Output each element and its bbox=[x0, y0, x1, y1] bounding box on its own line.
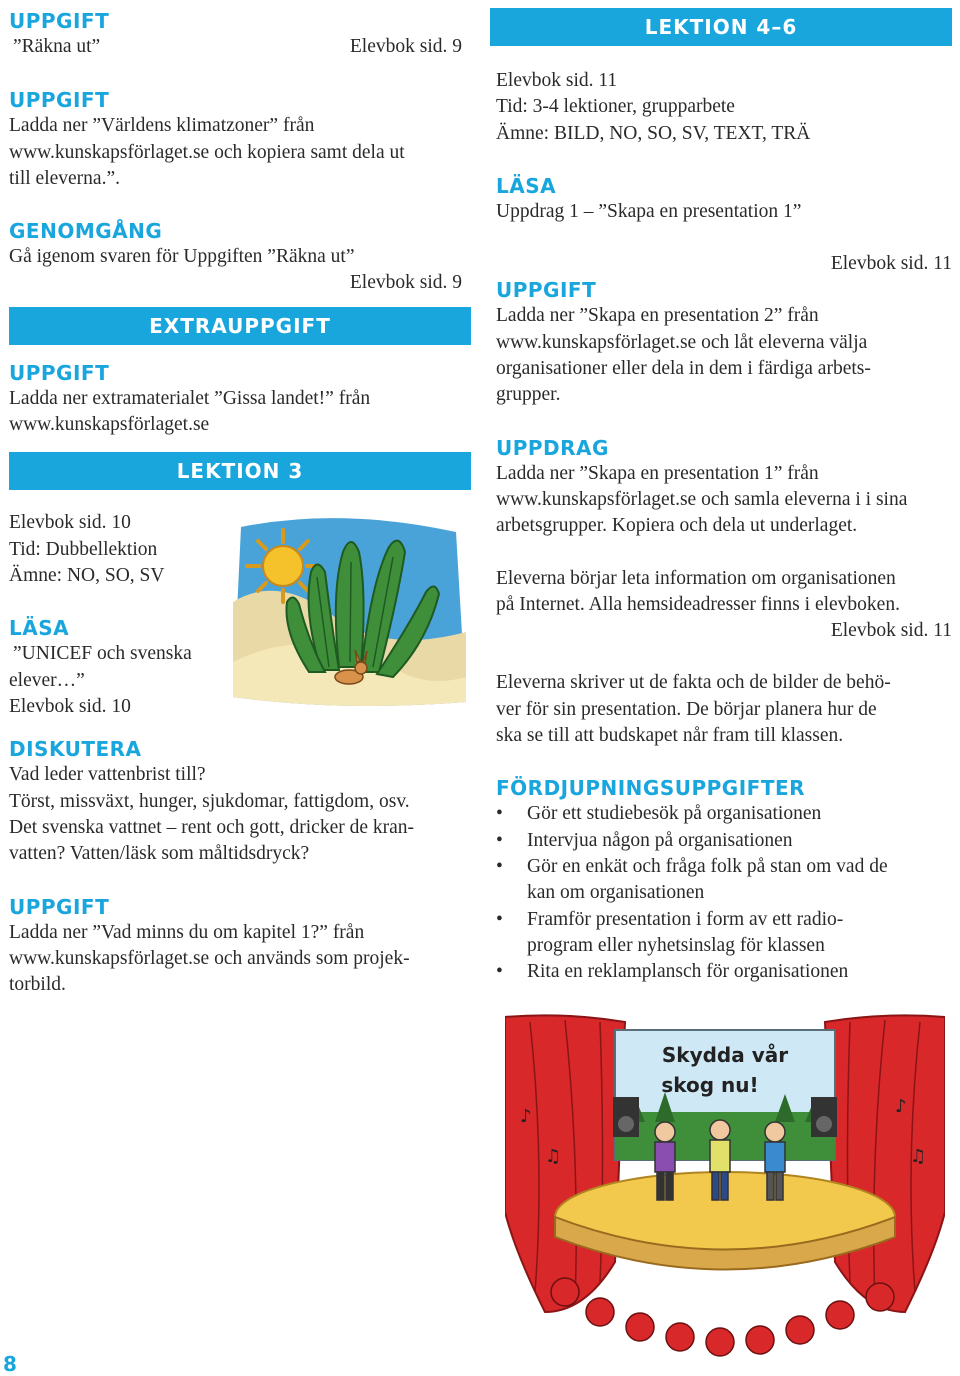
list-item: • Rita en reklamplansch för organisationen bbox=[496, 959, 952, 985]
fordjupning-list bbox=[496, 801, 952, 985]
rakna-ut-row bbox=[9, 34, 471, 60]
elevbok-ref: Elevbok sid. 9 bbox=[349, 36, 462, 57]
stage-sign-line-1: Skydda vår bbox=[661, 1043, 789, 1067]
text-line: Ladda ner ”Vad minns du om kapitel 1?” från bbox=[9, 921, 365, 943]
text-line: elever…” bbox=[9, 669, 85, 691]
text-line: Elevbok sid. 10 bbox=[9, 512, 131, 534]
text-line: Ladda ner ”Skapa en presentation 1” från bbox=[496, 462, 819, 484]
text-line: Ladda ner extramaterialet ”Gissa landet!” från bbox=[9, 387, 371, 409]
text-line: www.kunskapsförlaget.se och låt eleverna välja bbox=[496, 331, 868, 353]
text-line: www.kunskapsförlaget.se och används som projek- bbox=[9, 947, 410, 969]
list-item: • Intervjua någon på organisationen bbox=[496, 828, 952, 854]
text-line: torbild. bbox=[9, 974, 66, 996]
right-column bbox=[496, 8, 952, 985]
heading-uppgift-1: UPPGIFT bbox=[9, 9, 110, 33]
heading-uppgift-3: UPPGIFT bbox=[9, 360, 110, 385]
page-number: 8 bbox=[3, 1352, 17, 1376]
heading-uppgift: UPPGIFT bbox=[496, 278, 597, 303]
text-line: på Internet. Alla hemsideadresser finns i elevboken. bbox=[496, 593, 900, 615]
heading-uppgift-2: UPPGIFT bbox=[9, 88, 110, 113]
list-item: • Gör en enkät och fråga folk på stan om vad de kan om organisationen bbox=[496, 854, 952, 907]
text-line: till eleverna.”. bbox=[9, 167, 120, 189]
heading-fordjupningsuppgifter: FÖRDJUPNINGSUPPGIFTER bbox=[496, 776, 806, 801]
text-line: Tid: 3-4 lektioner, grupparbete bbox=[496, 96, 735, 118]
heading-lasa: LÄSA bbox=[496, 173, 557, 198]
text-line: Det svenska vattnet – rent och gott, dricker de kran- bbox=[9, 816, 415, 838]
text-line: Elevbok sid. 10 bbox=[9, 695, 131, 717]
desert-cactus-illustration bbox=[221, 512, 469, 707]
heading-uppdrag: UPPDRAG bbox=[496, 435, 609, 460]
lektion3-block bbox=[9, 510, 471, 717]
text-line: Tid: Dubbellektion bbox=[9, 538, 158, 560]
music-note-icon: ♪ bbox=[520, 1106, 532, 1127]
text-line: ”UNICEF och svenska bbox=[13, 643, 192, 665]
text-line: Ämne: NO, SO, SV bbox=[9, 564, 165, 586]
elevbok-ref: Elevbok sid. 11 bbox=[830, 253, 952, 275]
lasa-text: Uppdrag 1 – ”Skapa en presentation 1” bbox=[496, 200, 802, 222]
text-line: Vad leder vattenbrist till? bbox=[9, 764, 206, 786]
text-line: organisationer eller dela in dem i färdiga arbets- bbox=[496, 358, 871, 380]
music-note-icon: ♫ bbox=[910, 1146, 927, 1167]
banner-lektion-3: LEKTION 3 bbox=[9, 452, 471, 490]
left-column bbox=[9, 8, 471, 998]
text-line: ska se till att budskapet når fram till klassen. bbox=[496, 725, 844, 747]
stage-concert-illustration bbox=[505, 1012, 945, 1367]
banner-extrauppgift: EXTRAUPPGIFT bbox=[9, 307, 471, 345]
elevbok-ref: Elevbok sid. 9 bbox=[349, 272, 462, 294]
text-line: grupper. bbox=[496, 384, 561, 406]
music-note-icon: ♫ bbox=[545, 1146, 562, 1167]
heading-diskutera: DISKUTERA bbox=[9, 737, 142, 762]
music-note-icon: ♪ bbox=[895, 1096, 907, 1117]
genomgang-text: Gå igenom svaren för Uppgiften ”Räkna ut” bbox=[9, 246, 355, 268]
text-line: vatten? Vatten/läsk som måltidsdryck? bbox=[9, 843, 310, 865]
text-line: Ämne: BILD, NO, SO, SV, TEXT, TRÄ bbox=[496, 122, 811, 144]
text-line: Ladda ner ”Skapa en presentation 2” från bbox=[496, 305, 819, 327]
stage-sign-line-2: skog nu! bbox=[661, 1073, 759, 1097]
banner-lektion-4-6: LEKTION 4–6 bbox=[490, 8, 952, 46]
text-line: arbetsgrupper. Kopiera och dela ut underlaget. bbox=[496, 515, 858, 537]
text-line: Elevbok sid. 11 bbox=[496, 70, 618, 91]
list-item: • Gör ett studiebesök på organisationen bbox=[496, 801, 952, 827]
text-line: ver för sin presentation. De börjar planera hur de bbox=[496, 698, 877, 720]
text-line: www.kunskapsförlaget.se och samla eleverna i i sina bbox=[496, 488, 908, 510]
text-line: www.kunskapsförlaget.se och kopiera samt dela ut bbox=[9, 141, 405, 163]
heading-uppgift-4: UPPGIFT bbox=[9, 894, 110, 919]
list-item: • Framför presentation i form av ett radio- program eller nyhetsinslag för klassen bbox=[496, 907, 952, 960]
text-line: Eleverna skriver ut de fakta och de bilder de behö- bbox=[496, 672, 891, 694]
text-line: Eleverna börjar leta information om organisationen bbox=[496, 567, 896, 589]
heading-lasa: LÄSA bbox=[9, 616, 70, 641]
text-line: www.kunskapsförlaget.se bbox=[9, 414, 210, 436]
heading-genomgang: GENOMGÅNG bbox=[9, 219, 163, 244]
rakna-ut-title: ”Räkna ut” bbox=[13, 36, 101, 57]
elevbok-ref: Elevbok sid. 11 bbox=[830, 620, 952, 642]
text-line: Törst, missväxt, hunger, sjukdomar, fattigdom, osv. bbox=[9, 790, 410, 812]
text-line: Ladda ner ”Världens klimatzoner” från bbox=[9, 115, 315, 137]
